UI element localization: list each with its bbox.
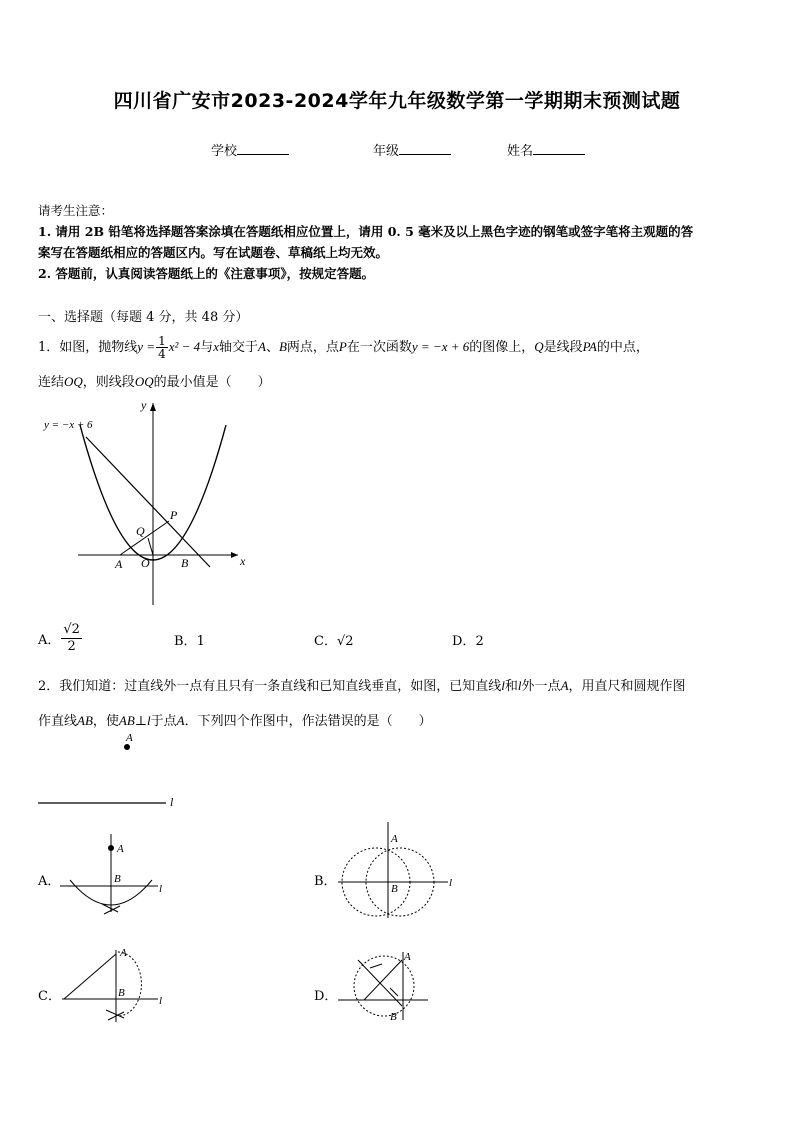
q1-line2a: 连结 — [38, 375, 65, 390]
opt-a-l-label: l — [159, 883, 163, 895]
q1-var-a: A — [257, 339, 266, 354]
grade-blank[interactable] — [399, 142, 451, 155]
name-blank[interactable] — [533, 142, 585, 155]
q2-line1d: ，用直尺和圆规作图 — [568, 679, 686, 694]
q1-seg6: 在一次函数 — [346, 340, 412, 355]
y-axis-label: y — [141, 398, 147, 412]
point-a-label: A — [115, 557, 123, 571]
opt-b-a-label: A — [391, 833, 398, 845]
q2-option-d-figure — [336, 944, 446, 1024]
q1-option-a[interactable] — [38, 622, 83, 655]
q1-graph — [38, 395, 258, 610]
given-point-a — [124, 744, 130, 750]
grade-field — [373, 140, 451, 159]
q2-line1c: 外一点 — [521, 679, 561, 694]
q1-option-c-label: C． — [314, 634, 337, 649]
q1-option-a-label: A． — [38, 633, 61, 648]
q1-option-b[interactable] — [174, 630, 205, 649]
q1-linear: y = −x + 6 — [411, 339, 470, 354]
q2-line2c: 于点 — [150, 714, 177, 729]
q1-formula-rest: x² − 4 — [168, 339, 201, 354]
q2-var-l2: l — [517, 678, 522, 693]
q1-seg7: 的图像上， — [469, 340, 535, 355]
q1-fraction — [156, 335, 168, 360]
point-p-label: P — [170, 508, 178, 522]
q2-var-l1: l — [501, 678, 505, 693]
q1-seg3: 轴交于 — [218, 340, 258, 355]
q2-var-a: A — [560, 678, 569, 693]
notice-item-2: 2. 答题前，认真阅读答题纸上的《注意事项》，按规定答题。 — [38, 266, 375, 281]
q1-seg8: 是线段 — [543, 340, 583, 355]
q1-line2c: 的最小值是（ ） — [153, 375, 271, 390]
q2-option-d-label[interactable]: D． — [314, 989, 338, 1004]
q1-var-x: x — [213, 339, 219, 354]
q1-option-d-label: D． — [452, 634, 476, 649]
notice-item-1-cont: 案写在答题纸相应的答题区内。写在试题卷、草稿纸上均无效。 — [38, 245, 389, 260]
q1-line-1 — [38, 330, 758, 365]
q2-var-ab: AB — [77, 713, 93, 728]
opt-c-b-label: B — [118, 987, 125, 999]
q1-var-oq: OQ — [64, 374, 83, 389]
q1-option-d[interactable] — [452, 630, 484, 649]
q2-given-figure — [36, 728, 186, 810]
opt-d-b-label: B — [390, 1011, 397, 1023]
opt-a-point-a — [108, 845, 114, 851]
q1-option-a-den: 2 — [67, 639, 76, 654]
opt-c-arc — [118, 952, 141, 1016]
q1-line2b: ，则线段 — [82, 375, 135, 390]
q1-option-d-value: 2 — [475, 634, 484, 649]
q1-option-c-value: √2 — [336, 634, 354, 649]
grade-label: 年级 — [373, 144, 400, 159]
q2-option-c-label[interactable]: C． — [38, 989, 61, 1004]
q1-var-q: Q — [534, 339, 544, 354]
segment-oq — [148, 538, 153, 555]
q2-option-b-label[interactable]: B． — [314, 874, 337, 889]
question-1-text — [38, 330, 758, 400]
q1-formula-y: y = — [137, 339, 156, 354]
q2-var-a2: A — [176, 713, 185, 728]
q2-option-a-figure — [60, 830, 170, 920]
name-label: 姓名 — [507, 144, 534, 159]
notice-item-1: 1. 请用 2B 铅笔将选择题答案涂填在答题纸相应位置上，请用 0. 5 毫米及以上黑色字迹的钢笔或签字笔将主观题的答 — [38, 224, 694, 239]
q1-frac-den: 4 — [158, 347, 166, 361]
q2-line2b: ，使 — [92, 714, 119, 729]
q1-option-b-value: 1 — [196, 634, 205, 649]
origin-label: O — [141, 556, 150, 570]
q2-line1a: 2．我们知道：过直线外一点有且只有一条直线和已知直线垂直，如图，已知直线 — [38, 679, 502, 694]
q2-line1b: 和 — [504, 679, 518, 694]
q1-var-pa: PA — [582, 339, 597, 354]
q2-line2d: ．下列四个作图中，作法错误的是（ ） — [184, 714, 432, 729]
point-q-label: Q — [136, 524, 145, 538]
q1-seg9: 的中点， — [596, 340, 649, 355]
q1-option-c[interactable] — [314, 630, 354, 649]
line-label: y = −x + 6 — [44, 419, 93, 431]
school-label: 学校 — [211, 144, 238, 159]
notice-block — [38, 200, 758, 284]
q2-var-perp: AB⊥l — [118, 713, 151, 728]
section-heading: 一、选择题（每题 4 分，共 48 分） — [38, 310, 249, 325]
q2-option-c-figure — [60, 944, 170, 1024]
q1-seg2: 与 — [200, 340, 214, 355]
x-axis-arrow — [231, 552, 238, 558]
q1-var-b: B — [278, 339, 287, 354]
given-point-a-label: A — [126, 732, 133, 744]
opt-d-arc-mark-1 — [370, 964, 382, 968]
opt-a-cross-2 — [104, 906, 120, 914]
opt-a-b-label: B — [114, 873, 121, 885]
point-b-label: B — [181, 556, 189, 570]
q1-seg1: 1．如图，抛物线 — [38, 340, 138, 355]
opt-d-a-label: A — [404, 951, 411, 963]
opt-c-l-label: l — [159, 995, 163, 1007]
given-line-l-label: l — [170, 795, 174, 809]
opt-c-a-label: A — [120, 947, 127, 959]
q1-var-p: P — [338, 339, 347, 354]
opt-d-circle — [354, 956, 414, 1016]
notice-heading: 请考生注意： — [38, 203, 114, 218]
school-field — [211, 140, 289, 159]
opt-b-b-label: B — [391, 883, 398, 895]
opt-c-hypotenuse — [64, 954, 116, 999]
q1-frac-num: 1 — [158, 334, 166, 348]
q1-option-a-fraction — [61, 622, 82, 655]
name-field — [507, 140, 585, 159]
q2-line2a: 作直线 — [38, 714, 78, 729]
opt-b-l-label: l — [449, 877, 453, 889]
q1-option-b-label: B． — [174, 634, 197, 649]
q1-seg5: 两点，点 — [286, 340, 339, 355]
q1-seg4: 、 — [265, 340, 279, 355]
q2-option-a-label[interactable]: A． — [38, 874, 61, 889]
opt-a-a-label: A — [117, 843, 124, 855]
y-axis-arrow — [150, 403, 156, 411]
x-axis-label: x — [240, 554, 246, 568]
q1-var-oq2: OQ — [134, 374, 154, 389]
q1-option-a-num: √2 — [63, 622, 80, 637]
q2-line-1 — [38, 669, 758, 704]
page-title: 四川省广安市2023-2024学年九年级数学第一学期期末预测试题 — [113, 90, 681, 112]
school-blank[interactable] — [237, 142, 289, 155]
q2-option-b-figure — [336, 820, 466, 920]
